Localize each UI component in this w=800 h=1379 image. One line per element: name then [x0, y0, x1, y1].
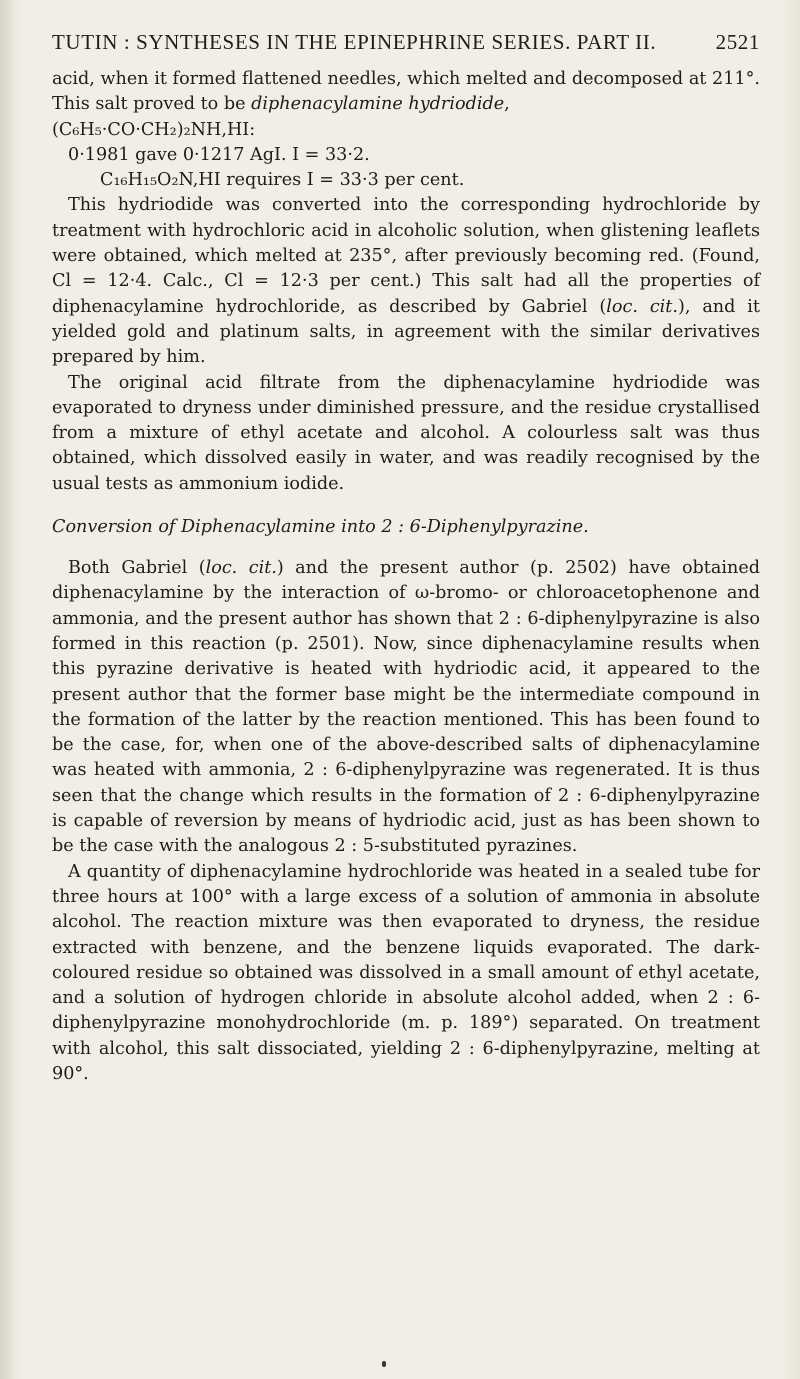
paragraph-3: The original acid filtrate from the diphenacylamine hydriodide was evaporated to dryness under diminished pressure, and the residue crystallised from a mixture of ethyl acetate and alcohol. A colourless salt was thus obtained, which dissolved easily in water, and was readily recognised by the usual tests as ammonium iodide.	[52, 372, 760, 494]
paragraph-4-text: Both Gabriel (	[68, 558, 206, 579]
analysis-found: 0·1981 gave 0·1217 AgI. I = 33·2.	[68, 144, 370, 165]
compound-formula: (C₆H₅·CO·CH₂)₂NH,HI:	[52, 119, 256, 140]
paragraph-5: A quantity of diphenacylamine hydrochloride was heated in a sealed tube for three hours at 100° with a large excess of a solution of ammonia in absolute alcohol. The reaction mixture was then evaporated to dryness, the residue extracted with benzene, and the benzene liquids evaporated. The dark-coloured residue so obtained was dissolved in a small amount of ethyl acetate, and a solution of hydrogen chloride in absolute alcohol added, when 2 : 6-diphenylpyrazine monohydrochloride (m. p. 189°) separated. On treatment with alcohol, this salt dissociated, yielding 2 : 6-diphenylpyrazine, melting at 90°.	[52, 861, 760, 1084]
paragraph-2-text: This hydriodide was converted into the corresponding hydrochloride by treatment with hydrochloric acid in alcoholic solution, when glistening leaflets were obtained, which melted at 235°, after previously becoming red. (Found, Cl = 12·4. Calc., Cl = 12·3 per cent.) This salt had all the properties of diphenacylamine hydrochloride, as described by Gabriel (	[52, 195, 760, 317]
paragraph-4	[52, 556, 760, 860]
analysis-required: C₁₆H₁₅O₂N,HI requires I = 33·3 per cent.	[100, 170, 465, 191]
paragraph-1	[52, 67, 760, 118]
citation: loc. cit.	[205, 558, 277, 579]
paragraph-1-punct: ,	[504, 94, 510, 115]
compound-name: diphenacylamine hydriodide	[251, 94, 505, 115]
page-speck	[382, 1361, 386, 1367]
running-header	[52, 30, 760, 55]
section-heading: Conversion of Diphenacylamine into 2 : 6-Diphenylpyrazine.	[52, 517, 589, 538]
paragraph-1-text: acid, when it formed flattened needles, which melted and decomposed at 211°. This salt proved to be	[52, 69, 760, 115]
citation: loc. cit.	[606, 296, 678, 317]
paragraph-4-text-end: ) and the present author (p. 2502) have obtained diphenacylamine by the interaction of ω-bromo- or chloroacetophenone and ammonia, and the present author has shown that 2 : 6-diphenylpyrazine is also formed in this reaction (p. 2501). Now, since diphenacylamine results when this pyrazine derivative is heated with hydriodic acid, it appeared to the present author that the former base might be the intermediate compound in the formation of the latter by the reaction mentioned. This has been found to be the case, for, when one of the above-described salts of diphenacylamine was heated with ammonia, 2 : 6-diphenylpyrazine was regenerated. It is thus seen that the change which results in the formation of 2 : 6-diphenylpyrazine is capable of reversion by means of hydriodic acid, just as has been shown to be the case with the analogous 2 : 5-substituted pyrazines.	[52, 558, 760, 857]
running-title: TUTIN : SYNTHESES IN THE EPINEPHRINE SERIES. PART II.	[52, 30, 657, 54]
article-body	[52, 67, 760, 1087]
paragraph-2	[52, 193, 760, 370]
paragraph-2-text-end: ), and it yielded gold and platinum salts, in agreement with the similar derivatives prepared by him.	[52, 296, 760, 368]
page-number: 2521	[715, 30, 760, 54]
page-binding-edge	[0, 0, 14, 1379]
